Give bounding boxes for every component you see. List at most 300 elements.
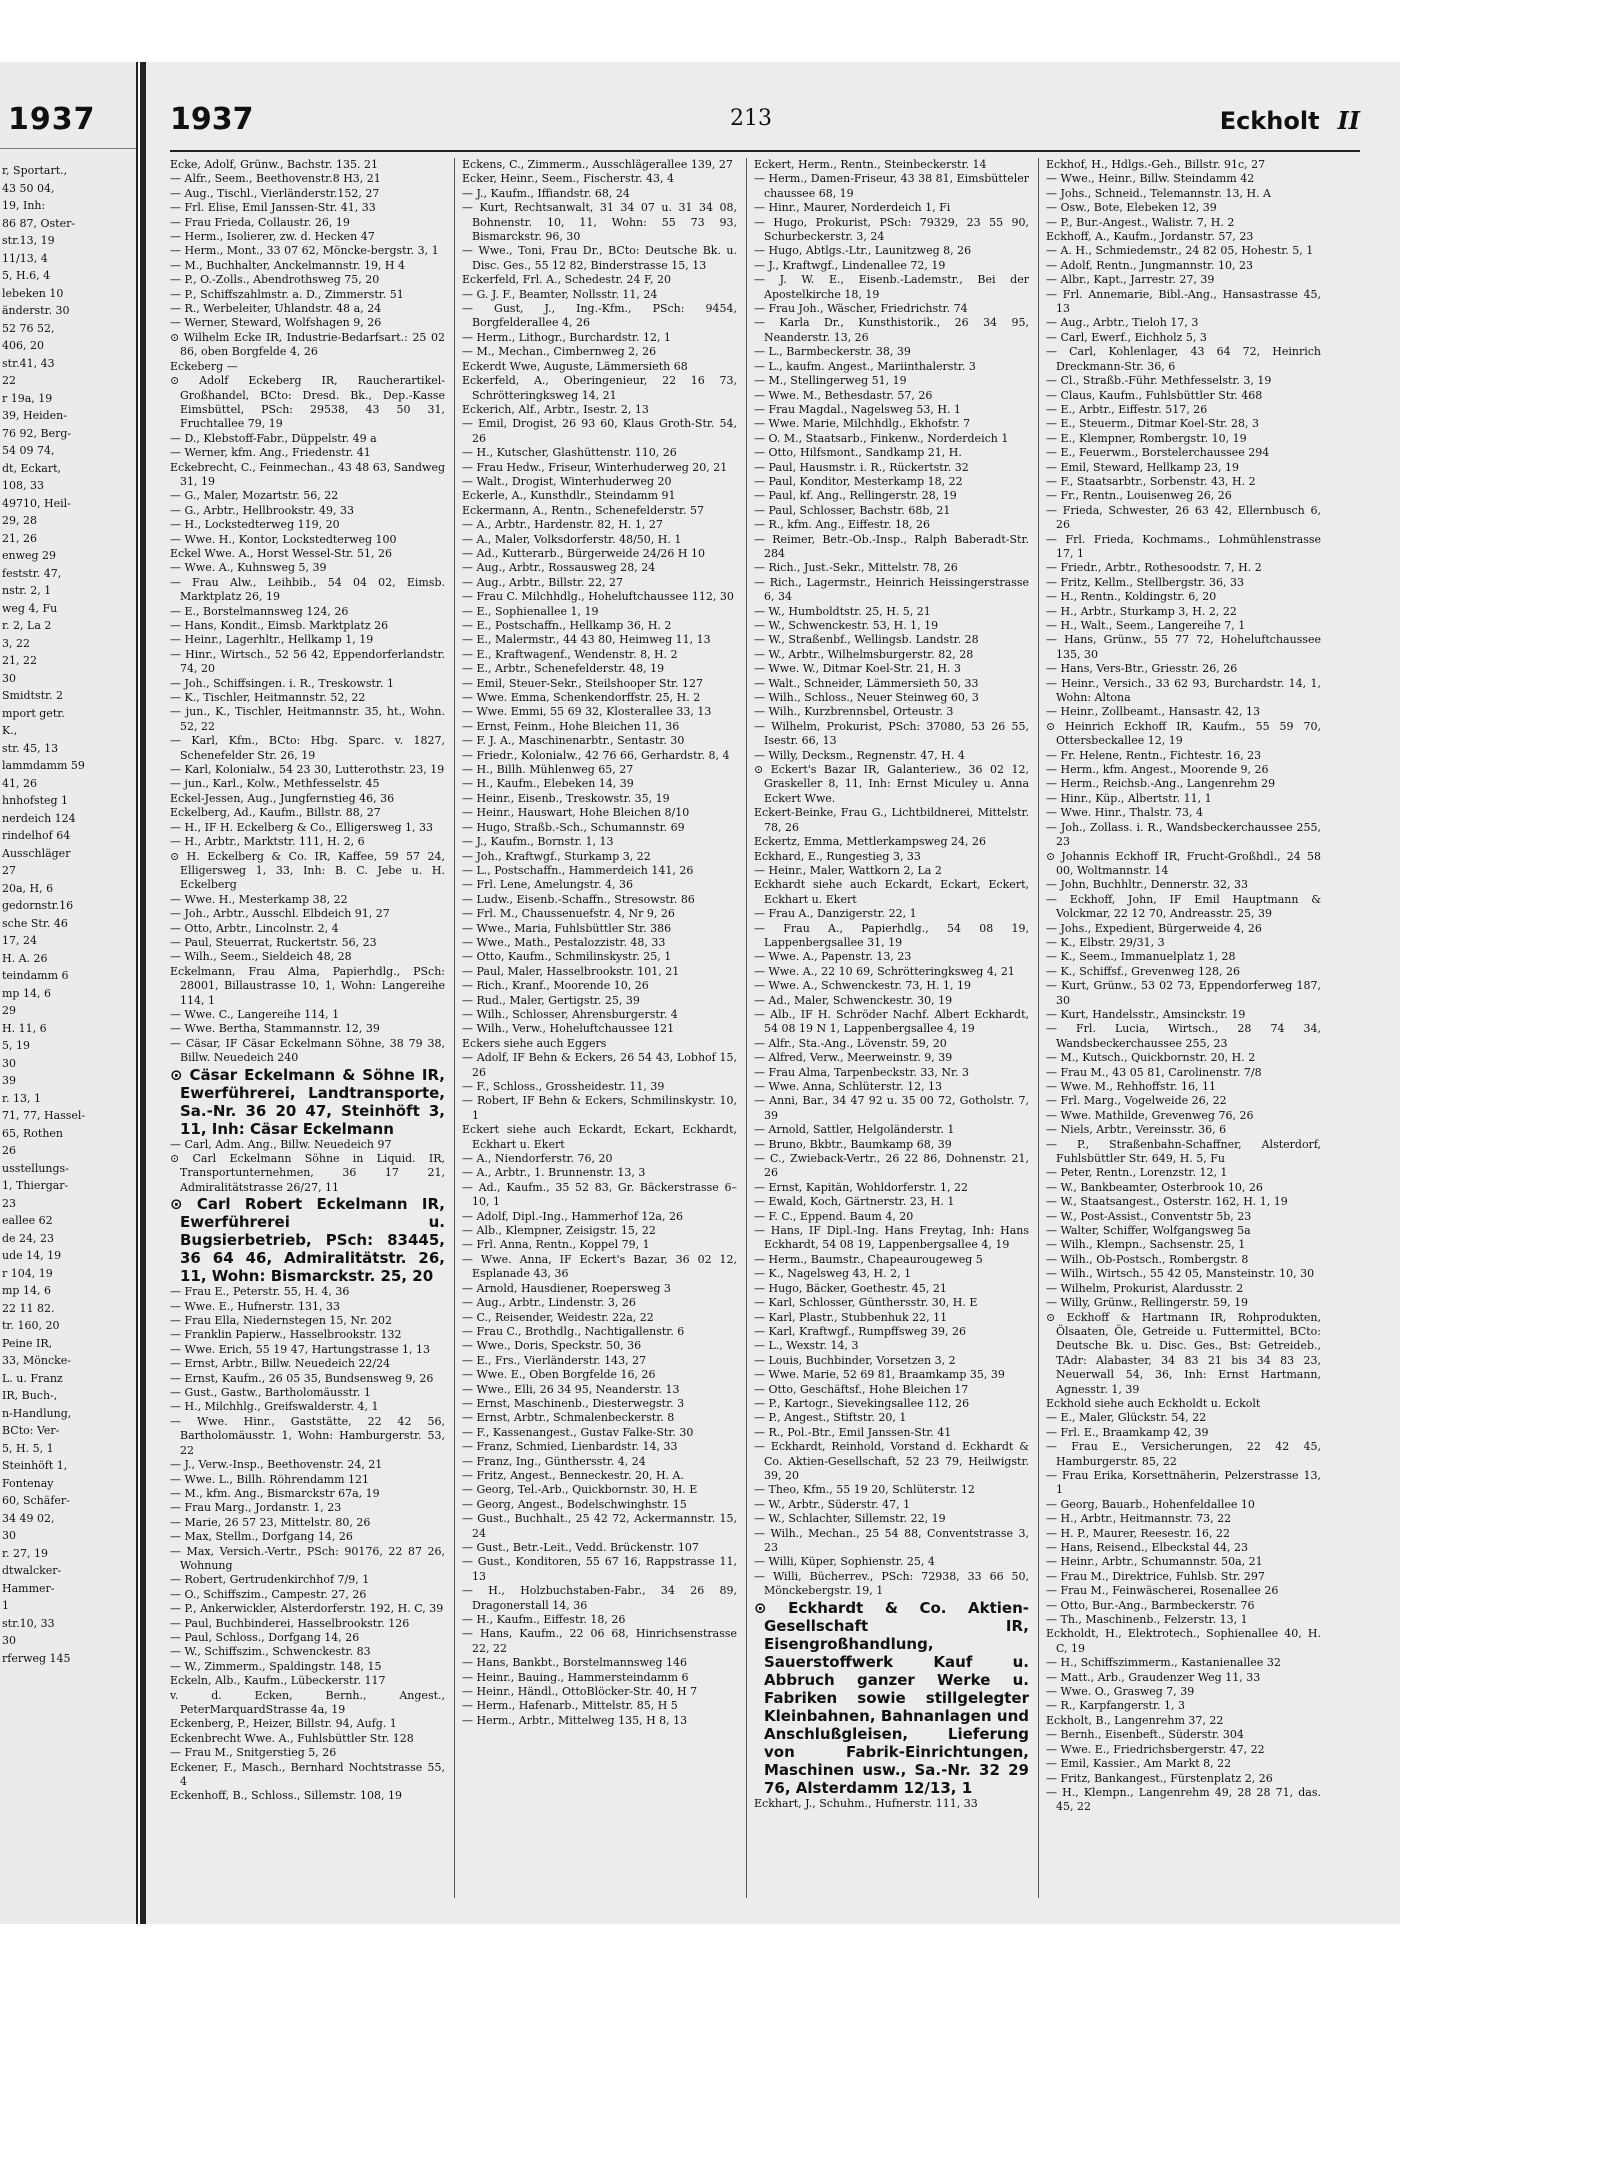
directory-entry: — Georg, Angest., Bodelschwinghstr. 15 <box>462 1497 687 1511</box>
directory-entry: — Arnold, Hausdiener, Roepersweg 3 <box>462 1281 671 1295</box>
previous-page-line: Smidtstr. 2 <box>2 689 64 702</box>
directory-entry: — Wwe., Doris, Speckstr. 50, 36 <box>462 1339 642 1353</box>
directory-entry: — Hugo, Straßb.-Sch., Schumannstr. 69 <box>462 820 685 834</box>
directory-entry: — Frl. E., Braamkamp 42, 39 <box>1046 1425 1209 1439</box>
directory-entry: — Ernst, Arbtr., Billw. Neuedeich 22/24 <box>170 1357 391 1371</box>
directory-entry: — Willy, Decksm., Regnenstr. 47, H. 4 <box>754 748 965 762</box>
directory-entry: — Paul, Steuerrat, Ruckertstr. 56, 23 <box>170 935 377 949</box>
directory-entry: — M., Buchhalter, Anckelmannstr. 19, H 4 <box>170 258 406 272</box>
directory-entry: — Ad., Kutterarb., Bürgerweide 24/26 H 10 <box>462 546 705 560</box>
directory-entry: — Wwe. Hinr., Thalstr. 73, 4 <box>1046 806 1204 820</box>
previous-page-line: 22 <box>2 374 16 387</box>
directory-entry: ⊙ Heinrich Eckhoff IR, Kaufm., 55 59 70, Ottersbeckallee 12, 19 <box>1046 719 1321 748</box>
directory-entry: — F. J. A., Maschinenarbtr., Sentastr. 30 <box>462 734 685 748</box>
directory-entry: — Robert, IF Behn & Eckers, Schmilinskystr. 10, 1 <box>462 1094 737 1122</box>
previous-page-line: 29, 28 <box>2 514 37 527</box>
directory-entry: — Wwe. Emmi, 55 69 32, Klosterallee 33, 13 <box>462 705 712 719</box>
directory-entry: — Joh., Schiffsingen. i. R., Treskowstr. 1 <box>170 676 394 690</box>
directory-entry: — Rich., Just.-Sekr., Mittelstr. 78, 26 <box>754 561 958 575</box>
directory-entry: Eckhard, E., Rungestieg 3, 33 <box>754 849 921 863</box>
directory-entry: — Alb., IF H. Schröder Nachf. Albert Eckhardt, 54 08 19 N 1, Lappenbergsallee 4, 19 <box>754 1007 1029 1036</box>
directory-entry: — W., Schiffszim., Schwenckestr. 83 <box>170 1645 371 1659</box>
previous-page-line: 30 <box>2 671 16 685</box>
directory-entry: — Heinr., Hauswart, Hohe Bleichen 8/10 <box>462 806 690 820</box>
directory-entry: — Theo, Kfm., 55 19 20, Schlüterstr. 12 <box>754 1483 975 1497</box>
directory-entry: — Hans, Reisend., Elbeckstal 44, 23 <box>1046 1541 1249 1554</box>
directory-entry: — Herm., Arbtr., Mittelweg 135, H 8, 13 <box>462 1713 688 1727</box>
previous-page-line: lammdamm 59 <box>2 759 85 772</box>
directory-entry: — Wwe., Toni, Frau Dr., BCto: Deutsche Bk. u. Disc. Ges., 55 12 82, Binderstrasse 15, 13 <box>462 244 737 272</box>
previous-page-line: 21, 26 <box>2 531 37 545</box>
directory-entry: — Herm., Damen-Friseur, 43 38 81, Eimsbütteler chaussee 68, 19 <box>754 172 1029 200</box>
previous-page-line: H. 11, 6 <box>2 1021 47 1035</box>
previous-page-line: 1 <box>2 1599 9 1612</box>
directory-entry: — Frl. Lene, Amelungstr. 4, 36 <box>462 878 634 892</box>
running-head <box>1220 106 1360 135</box>
directory-entry: ⊙ H. Eckelberg & Co. IR, Kaffee, 59 57 24, Elligersweg 1, 33, Inh: B. C. Jebe u. H. Eckelberg <box>170 849 445 892</box>
directory-entry: Eckel Wwe. A., Horst Wessel-Str. 51, 26 <box>170 546 393 560</box>
directory-entry: — Karl, Kfm., BCto: Hbg. Sparc. v. 1827, Schenefelder Str. 26, 19 <box>170 734 445 762</box>
directory-entry: — F., Kassenangest., Gustav Falke-Str. 30 <box>462 1425 694 1439</box>
directory-entry: — Gust, J., Ing.-Kfm., PSch: 9454, Borgfelderallee 4, 26 <box>462 302 737 330</box>
directory-entry: — Alb., Klempner, Zeisigstr. 15, 22 <box>462 1224 656 1238</box>
directory-entry: — H., Walt., Seem., Langereihe 7, 1 <box>1046 619 1246 632</box>
previous-page-line: enweg 29 <box>2 549 57 562</box>
directory-entry: — Otto, Kaufm., Schmilinskystr. 25, 1 <box>462 950 672 964</box>
directory-entry: — Wwe. E., Friedrichsbergerstr. 47, 22 <box>1046 1742 1265 1756</box>
previous-page-lines <box>0 162 136 1667</box>
directory-entry: Eckeberg — <box>170 359 238 373</box>
directory-entry: — Wwe. Hinr., Gaststätte, 22 42 56, Bartholomäusstr. 1, Wohn: Hamburgerstr. 53, 22 <box>170 1414 445 1457</box>
previous-page-line: 108, 33 <box>2 479 44 492</box>
directory-entry: — Bernh., Eisenbeft., Süderstr. 304 <box>1046 1728 1244 1742</box>
directory-entry: — Kurt, Grünw., 53 02 73, Eppendorferweg 187, 30 <box>1046 979 1321 1007</box>
column-1-entries <box>170 158 445 1804</box>
directory-entry: — J. W. E., Eisenb.-Lademstr., Bei der Apostelkirche 18, 19 <box>754 273 1029 301</box>
directory-entry: — Wwe. C., Langereihe 114, 1 <box>170 1007 340 1021</box>
directory-entry: — A., Arbtr., Hardenstr. 82, H. 1, 27 <box>462 518 663 532</box>
directory-entry: — Walter, Schiffer, Wolfgangsweg 5a <box>1046 1224 1251 1238</box>
directory-entry: — Alfr., Sta.-Ang., Lövenstr. 59, 20 <box>754 1036 947 1050</box>
directory-entry: — Herm., Reichsb.-Ang., Langenrehm 29 <box>1046 777 1276 791</box>
directory-entry: — Paul, Maler, Hasselbrookstr. 101, 21 <box>462 964 680 978</box>
directory-entry: Eckert, Herm., Rentn., Steinbeckerstr. 14 <box>754 158 987 171</box>
directory-entry: — P., Schiffszahlmstr. a. D., Zimmerstr. 51 <box>170 287 404 301</box>
directory-entry: — Cl., Straßb.-Führ. Methfesselstr. 3, 19 <box>1046 374 1272 388</box>
directory-entry: — E., Postschaffn., Hellkamp 36, H. 2 <box>462 619 672 632</box>
directory-entry: — Heinr., Maler, Wattkorn 2, La 2 <box>754 863 942 877</box>
directory-entry: — Frau Marg., Jordanstr. 1, 23 <box>170 1501 342 1515</box>
directory-entry: — E., Arbtr., Schenefelderstr. 48, 19 <box>462 662 665 676</box>
directory-entry: — Eckhoff, John, IF Emil Hauptmann & Volckmar, 22 12 70, Andreasstr. 25, 39 <box>1046 892 1321 921</box>
directory-entry: — Paul, Hausmstr. i. R., Rückertstr. 32 <box>754 460 969 474</box>
directory-entry: — Ernst, Feinm., Hohe Bleichen 11, 36 <box>462 719 680 733</box>
directory-entry: — Kurt, Handelsstr., Amsinckstr. 19 <box>1046 1007 1246 1021</box>
directory-entry: — Frau M., Direktrice, Fuhlsb. Str. 297 <box>1046 1569 1265 1583</box>
directory-entry: — H., Arbtr., Heitmannstr. 73, 22 <box>1046 1512 1232 1526</box>
directory-entry: — Herm., kfm. Angest., Moorende 9, 26 <box>1046 763 1269 777</box>
directory-entry: — Frl. Frieda, Kochmams., Lohmühlenstrasse 17, 1 <box>1046 532 1321 560</box>
previous-page-line: r. 13, 1 <box>2 1091 42 1105</box>
directory-entry: — H., Billh. Mühlenweg 65, 27 <box>462 763 634 777</box>
directory-entry: — Hans, Bankbt., Borstelmannsweg 146 <box>462 1656 688 1670</box>
directory-entry: — Hans, Kaufm., 22 06 68, Hinrichsenstrasse 22, 22 <box>462 1627 737 1655</box>
directory-entry: — Max, Versich.-Vertr., PSch: 90176, 22 87 26, Wohnung <box>170 1544 445 1572</box>
directory-entry: — R., Karpfangerstr. 1, 3 <box>1046 1699 1185 1713</box>
previous-page-line: 86 87, Oster- <box>2 216 76 230</box>
directory-entry: — O., Schiffszim., Campestr. 27, 26 <box>170 1587 367 1601</box>
directory-entry: — E., Klempner, Rombergstr. 10, 19 <box>1046 431 1247 445</box>
directory-entry: — J., Kaufm., Bornstr. 1, 13 <box>462 835 614 849</box>
directory-entry: — J., Kraftwgf., Lindenallee 72, 19 <box>754 258 946 272</box>
previous-page-line: dtwalcker- <box>2 1564 62 1577</box>
previous-page-line: ude 14, 19 <box>2 1249 62 1262</box>
directory-entry: — Carl, Ewerf., Eichholz 5, 3 <box>1046 330 1207 344</box>
directory-entry: — P., Bur.-Angest., Walistr. 7, H. 2 <box>1046 215 1235 229</box>
previous-page-line: 1, Thiergar- <box>2 1179 69 1192</box>
header-rule <box>170 150 1360 152</box>
directory-entry: — W., Post-Assist., Conventstr 5b, 23 <box>1046 1209 1252 1223</box>
directory-entry: — Wwe. H., Kontor, Lockstedterweg 100 <box>170 532 397 546</box>
directory-entry: — Herm., Mont., 33 07 62, Möncke-bergstr. 3, 1 <box>170 244 439 258</box>
directory-entry: — Franz, Ing., Günthersstr. 4, 24 <box>462 1454 646 1468</box>
directory-entry: — Ewald, Koch, Gärtnerstr. 23, H. 1 <box>754 1195 955 1209</box>
directory-entry: — Wwe. Mathilde, Grevenweg 76, 26 <box>1046 1108 1254 1122</box>
directory-entry: — Carl, Kohlenlager, 43 64 72, Heinrich Dreckmann-Str. 36, 6 <box>1046 345 1321 373</box>
directory-entry: — Herm., Hafenarb., Mittelstr. 85, H 5 <box>462 1699 678 1713</box>
directory-entry: — Albr., Kapt., Jarrestr. 27, 39 <box>1046 273 1215 287</box>
page-header <box>170 102 1360 142</box>
directory-entry: — Frl. Annemarie, Bibl.-Ang., Hansastrasse 45, 13 <box>1046 287 1321 316</box>
directory-entry: — Franz, Schmied, Lienbardstr. 14, 33 <box>462 1440 678 1454</box>
directory-entry: — H., Kaufm., Elebeken 14, 39 <box>462 777 634 791</box>
directory-entry: — Heinr., Arbtr., Schumannstr. 50a, 21 <box>1046 1555 1263 1569</box>
directory-entry: — Fr. Helene, Rentn., Fichtestr. 16, 23 <box>1046 748 1262 762</box>
directory-entry: — Joh., Zollass. i. R., Wandsbeckerchaussee 255, 23 <box>1046 820 1321 849</box>
directory-entry: — Frau Erika, Korsettnäherin, Pelzerstrasse 13, 1 <box>1046 1468 1321 1497</box>
previous-page-line: Ausschläger <box>2 846 71 860</box>
page-number: 213 <box>730 106 772 131</box>
directory-entry: — G., Arbtr., Hellbrookstr. 49, 33 <box>170 503 355 517</box>
previous-page-line: 41, 26 <box>2 776 37 790</box>
previous-page-line: 5, H.6, 4 <box>2 269 51 282</box>
directory-entry: — Anni, Bar., 34 47 92 u. 35 00 72, Gotholstr. 7, 39 <box>754 1094 1029 1122</box>
previous-page-line: r 19a, 19 <box>2 391 53 405</box>
previous-page-line: 49710, Heil- <box>2 496 71 510</box>
directory-entry: — Eckhardt, Reinhold, Vorstand d. Eckhardt & Co. Aktien-Gesellschaft, 52 23 79, Heilwigstr. 39, 20 <box>754 1440 1029 1482</box>
directory-entry: — Gust., Konditoren, 55 67 16, Rappstrasse 11, 13 <box>462 1555 737 1583</box>
directory-entry: — Fritz, Angest., Benneckestr. 20, H. A. <box>462 1468 684 1482</box>
directory-entry: Eckel-Jessen, Aug., Jungfernstieg 46, 36 <box>170 791 395 805</box>
previous-page-line: K., <box>2 724 18 737</box>
directory-entry: — M., Stellingerweg 51, 19 <box>754 374 907 388</box>
directory-entry: — R., kfm. Ang., Eiffestr. 18, 26 <box>754 518 930 532</box>
previous-page-line: Peine IR, <box>2 1336 53 1350</box>
directory-entry: — H., Schiffszimmerm., Kastanienallee 32 <box>1046 1656 1281 1670</box>
directory-entry: — G., Maler, Mozartstr. 56, 22 <box>170 489 339 503</box>
directory-entry: — Wwe. A., 22 10 69, Schrötteringksweg 4, 21 <box>754 964 1015 978</box>
previous-page-line: 29 <box>2 1004 16 1017</box>
previous-page-line: IR, Buch-, <box>2 1389 58 1402</box>
directory-entry: — Wwe. E., Hufnerstr. 131, 33 <box>170 1299 340 1313</box>
previous-page-line: 22 11 82. <box>2 1301 55 1315</box>
directory-entry: — Cäsar, IF Cäsar Eckelmann Söhne, 38 79 38, Billw. Neuedeich 240 <box>170 1036 445 1065</box>
directory-entry: — C., Reisender, Weidestr. 22a, 22 <box>462 1310 654 1324</box>
directory-entry: — Ernst, Kaufm., 26 05 35, Bundsensweg 9, 26 <box>170 1371 434 1385</box>
directory-entry: ⊙ Eckhoff & Hartmann IR, Rohprodukten, Ölsaaten, Öle, Getreide u. Futtermittel, BCto: Deutsche Bk. u. Disc. Ges., Bst: Getreideb., TAdr: Alabaster, 34 83 21 bis 34 83 23, Neuerwall 54, 36, Inh: Ernst Hartmann, Agnesstr. 1, 39 <box>1046 1310 1321 1396</box>
directory-entry: — Aug., Arbtr., Billstr. 22, 27 <box>462 575 623 589</box>
previous-page-line: lebeken 10 <box>2 286 64 300</box>
directory-entry: Eckholt, B., Langenrehm 37, 22 <box>1046 1713 1224 1727</box>
directory-entry: Eckhoff, A., Kaufm., Jordanstr. 57, 23 <box>1046 230 1254 244</box>
directory-entry: — Robert, Gertrudenkirchhof 7/9, 1 <box>170 1573 370 1587</box>
directory-entry: — Fritz, Kellm., Stellbergstr. 36, 33 <box>1046 575 1244 589</box>
directory-entry: — Joh., Kraftwgf., Sturkamp 3, 22 <box>462 849 651 863</box>
directory-entry: ⊙ Carl Eckelmann Söhne in Liquid. IR, Transportunternehmen, 36 17 21, Admiralitätstrasse 26/27, 11 <box>170 1152 445 1194</box>
previous-page-line: 17, 24 <box>2 934 37 947</box>
directory-entry: ⊙ Carl Robert Eckelmann IR, Ewerführerei u. Bugsierbetrieb, PSch: 83445, 36 64 46, Admiralitätstr. 26, 11, Wohn: Bismarckstr. 25, 20 <box>170 1195 445 1286</box>
directory-entry: — M., Kutsch., Quickbornstr. 20, H. 2 <box>1046 1051 1256 1065</box>
directory-entry: — Hans, Vers-Btr., Griesstr. 26, 26 <box>1046 662 1238 676</box>
column-3 <box>754 158 1029 1898</box>
directory-entry: — P., Straßenbahn-Schaffner, Alsterdorf, Fuhlsbüttler Str. 649, H. 5, Fu <box>1046 1137 1321 1166</box>
previous-page-line: r 104, 19 <box>2 1266 53 1280</box>
previous-page-line: 5, H. 5, 1 <box>2 1441 54 1455</box>
previous-page-line: r. 27, 19 <box>2 1546 49 1560</box>
previous-page-line: nstr. 2, 1 <box>2 584 52 597</box>
directory-entry: — Wilh., Klempn., Sachsenstr. 25, 1 <box>1046 1238 1246 1252</box>
previous-page-line: str.41, 43 <box>2 356 55 370</box>
directory-entry: — L., Wexstr. 14, 3 <box>754 1339 859 1353</box>
directory-entry: — Otto, Geschäftsf., Hohe Bleichen 17 <box>754 1382 969 1396</box>
directory-entry: — Emil, Steuer-Sekr., Steilshooper Str. 127 <box>462 676 704 690</box>
directory-entry: — W., Arbtr., Süderstr. 47, 1 <box>754 1497 911 1511</box>
directory-entry: — K., Schiffsf., Grevenweg 128, 26 <box>1046 964 1240 978</box>
previous-page-line: 30 <box>2 1529 16 1542</box>
directory-entry: — Frau C., Brothdlg., Nachtigallenstr. 6 <box>462 1324 685 1338</box>
directory-entry: Eckener, F., Masch., Bernhard Nochtstrasse 55, 4 <box>170 1760 445 1789</box>
directory-entry: — Herm., Isolierer, zw. d. Hecken 47 <box>170 230 375 244</box>
column-4 <box>1046 158 1321 1898</box>
volume-numeral: II <box>1337 106 1360 135</box>
directory-entry: — Wilh., Wirtsch., 55 42 05, Mansteinstr. 10, 30 <box>1046 1267 1315 1281</box>
directory-entry: — Paul, Schloss., Dorfgang 14, 26 <box>170 1630 360 1644</box>
directory-entry: — Wilh., Ob-Postsch., Rombergstr. 8 <box>1046 1252 1249 1266</box>
directory-entry: — Alfr., Seem., Beethovenstr.8 H3, 21 <box>170 172 381 186</box>
directory-entry: — E., Arbtr., Eiffestr. 517, 26 <box>1046 402 1208 416</box>
directory-entry: — Otto, Bur.-Ang., Barmbeckerstr. 76 <box>1046 1598 1255 1612</box>
directory-entry: — H., Arbtr., Marktstr. 111, H. 2, 6 <box>170 835 365 849</box>
directory-entry: — H., Lockstedterweg 119, 20 <box>170 518 340 532</box>
directory-entry: — Fr., Rentn., Louisenweg 26, 26 <box>1046 489 1232 503</box>
directory-entry: Eckholdt, H., Elektrotech., Sophienallee 40, H. C, 19 <box>1046 1627 1321 1655</box>
directory-entry: — Frl. Marg., Vogelweide 26, 22 <box>1046 1094 1227 1108</box>
directory-entry: — W., Arbtr., Wilhelmsburgerstr. 82, 28 <box>754 647 974 661</box>
directory-entry: — W., Schwenckestr. 53, H. 1, 19 <box>754 619 939 632</box>
directory-entry: — Frau A., Danzigerstr. 22, 1 <box>754 907 917 921</box>
directory-entry: Eckerle, A., Kunsthdlr., Steindamm 91 <box>462 489 676 503</box>
directory-entry: — Werner, kfm. Ang., Friedenstr. 41 <box>170 446 371 460</box>
directory-entry: — Paul, Buchbinderei, Hasselbrookstr. 126 <box>170 1616 410 1630</box>
directory-entry: — P., O.-Zolls., Abendrothsweg 75, 20 <box>170 273 380 287</box>
previous-page-line: 3, 22 <box>2 636 30 650</box>
directory-entry: — Osw., Bote, Elebeken 12, 39 <box>1046 201 1217 215</box>
directory-entry: — Heinr., Versich., 33 62 93, Burchardstr. 14, 1, Wohn: Altona <box>1046 676 1321 705</box>
directory-entry: — Wwe. Anna, IF Eckert's Bazar, 36 02 12, Esplanade 43, 36 <box>462 1252 737 1281</box>
directory-entry: — E., Borstelmannsweg 124, 26 <box>170 604 349 618</box>
directory-entry: — Franklin Papierw., Hasselbrookstr. 132 <box>170 1328 402 1342</box>
previous-page-line: str.10, 33 <box>2 1616 55 1630</box>
column-divider-1 <box>454 158 455 1898</box>
column-divider-3 <box>1038 158 1039 1898</box>
directory-entry: — E., Kraftwagenf., Wendenstr. 8, H. 2 <box>462 647 678 661</box>
directory-entry: — Rich., Lagermstr., Heinrich Heissingerstrasse 6, 34 <box>754 575 1029 604</box>
directory-entry: — Frl. Lucia, Wirtsch., 28 74 34, Wandsbeckerchaussee 255, 23 <box>1046 1022 1321 1050</box>
directory-entry: — Frau Alw., Leihbib., 54 04 02, Eimsb. Marktplatz 26, 19 <box>170 575 445 604</box>
directory-entry: — Niels, Arbtr., Vereinsstr. 36, 6 <box>1046 1123 1227 1137</box>
directory-entry: — Peter, Rentn., Lorenzstr. 12, 1 <box>1046 1166 1228 1180</box>
directory-entry: — Hans, IF Dipl.-Ing. Hans Freytag, Inh: Hans Eckhardt, 54 08 19, Lappenbergsallee 4, 19 <box>754 1224 1029 1252</box>
directory-entry: — Wilh., Kurzbrennsbel, Orteustr. 3 <box>754 705 954 719</box>
previous-page-header-rule <box>0 148 136 149</box>
directory-entry: Eckhardt siehe auch Eckardt, Eckart, Eckert, Eckhart u. Ekert <box>754 878 1029 906</box>
directory-entry: — K., Tischler, Heitmannstr. 52, 22 <box>170 691 366 705</box>
directory-entry: — Karla Dr., Kunsthistorik., 26 34 95, Neanderstr. 13, 26 <box>754 316 1029 344</box>
previous-page-line: 23 <box>2 1196 16 1210</box>
directory-entry: — Herm., Lithogr., Burchardstr. 12, 1 <box>462 330 671 344</box>
directory-entry: Eckelberg, Ad., Kaufm., Billstr. 88, 27 <box>170 806 381 820</box>
directory-entry: — Claus, Kaufm., Fuhlsbüttler Str. 468 <box>1046 388 1263 402</box>
directory-entry: — Willi, Küper, Sophienstr. 25, 4 <box>754 1555 935 1569</box>
directory-entry: — Kurt, Rechtsanwalt, 31 34 07 u. 31 34 08, Bohnenstr. 10, 11, Wohn: 55 73 93, Bismarckstr. 96, 30 <box>462 201 737 244</box>
directory-entry: — Bruno, Bkbtr., Baumkamp 68, 39 <box>754 1137 952 1151</box>
directory-entry: — Frau Ella, Niedernstegen 15, Nr. 202 <box>170 1314 393 1328</box>
directory-entry: — Hinr., Wirtsch., 52 56 42, Eppendorferlandstr. 74, 20 <box>170 647 445 676</box>
directory-entry: — Wwe., Maria, Fuhlsbüttler Str. 386 <box>462 921 672 935</box>
previous-page-line: weg 4, Fu <box>2 601 58 615</box>
directory-entry: — Ernst, Arbtr., Schmalenbeckerstr. 8 <box>462 1411 675 1425</box>
previous-page-line: H. A. 26 <box>2 951 48 965</box>
directory-entry: — jun., K., Tischler, Heitmannstr. 35, ht., Wohn. 52, 22 <box>170 705 445 733</box>
directory-entry: Eckebrecht, C., Feinmechan., 43 48 63, Sandweg 31, 19 <box>170 460 445 488</box>
previous-page-line: n-Handlung, <box>2 1406 72 1420</box>
column-2 <box>462 158 737 1898</box>
directory-entry: — Emil, Drogist, 26 93 60, Klaus Groth-Str. 54, 26 <box>462 417 737 445</box>
directory-entry: — Paul, Konditor, Mesterkamp 18, 22 <box>754 474 963 488</box>
directory-entry: — P., Angest., Stiftstr. 20, 1 <box>754 1411 907 1425</box>
directory-entry: — Wilhelm, Prokurist, PSch: 37080, 53 26 55, Isestr. 66, 13 <box>754 719 1029 748</box>
directory-entry: — H., Milchhlg., Greifswalderstr. 4, 1 <box>170 1400 379 1414</box>
previous-page-line: 11/13, 4 <box>2 251 48 265</box>
directory-entry: — Rud., Maler, Gertigstr. 25, 39 <box>462 993 640 1007</box>
previous-page-line: 30 <box>2 1056 16 1070</box>
previous-page-line: str. 45, 13 <box>2 741 59 755</box>
directory-entry: — A., Maler, Volksdorferstr. 48/50, H. 1 <box>462 532 682 546</box>
directory-entry: — Georg, Bauarb., Hohenfeldallee 10 <box>1046 1497 1255 1511</box>
directory-entry: — Hans, Kondit., Eimsb. Marktplatz 26 <box>170 619 389 632</box>
directory-entry: — Heinr., Bauing., Hammersteindamm 6 <box>462 1670 689 1684</box>
directory-entry: — Werner, Steward, Wolfshagen 9, 26 <box>170 316 382 330</box>
directory-entry: — K., Seem., Immanuelplatz 1, 28 <box>1046 950 1236 964</box>
directory-entry: ⊙ Cäsar Eckelmann & Söhne IR, Ewerführerei, Landtransporte, Sa.-Nr. 36 20 47, Steinhöft 3, 11, Inh: Cäsar Eckelmann <box>170 1065 445 1138</box>
directory-entry: — Ad., Maler, Schwenckestr. 30, 19 <box>754 993 953 1007</box>
page-gutter <box>140 62 146 1924</box>
directory-entry: — Frieda, Schwester, 26 63 42, Ellernbusch 6, 26 <box>1046 503 1321 532</box>
directory-entry: ⊙ Wilhelm Ecke IR, Industrie-Bedarfsart.: 25 02 86, oben Borgfelde 4, 26 <box>170 330 445 359</box>
directory-entry: — M., Mechan., Cimbernweg 2, 26 <box>462 345 657 359</box>
directory-entry: — W., Zimmerm., Spaldingstr. 148, 15 <box>170 1659 382 1673</box>
directory-entry: — E., Steuerm., Ditmar Koel-Str. 28, 3 <box>1046 417 1260 431</box>
directory-entry: — Gust., Betr.-Leit., Vedd. Brückenstr. 107 <box>462 1541 699 1554</box>
directory-entry: — R., Pol.-Btr., Emil Janssen-Str. 41 <box>754 1425 952 1439</box>
directory-entry: — Wilhelm, Prokurist, Alardusstr. 2 <box>1046 1281 1244 1295</box>
directory-entry: — F. C., Eppend. Baum 4, 20 <box>754 1209 914 1223</box>
directory-entry: — Fritz, Bankangest., Fürstenplatz 2, 26 <box>1046 1771 1273 1785</box>
previous-page-line: str.13, 19 <box>2 234 55 247</box>
directory-entry: — Reimer, Betr.-Ob.-Insp., Ralph Baberadt-Str. 284 <box>754 532 1029 560</box>
directory-entry: — Wwe. A., Kuhnsweg 5, 39 <box>170 561 327 575</box>
previous-page-line: 20a, H, 6 <box>2 881 54 895</box>
previous-page-line: 65, Rothen <box>2 1126 63 1140</box>
directory-entry: — Frau M., Feinwäscherei, Rosenallee 26 <box>1046 1584 1279 1598</box>
directory-entry: — Heinr., Lagerhltr., Hellkamp 1, 19 <box>170 633 374 647</box>
directory-entry: — Heinr., Händl., OttoBlöcker-Str. 40, H 7 <box>462 1685 698 1699</box>
directory-entry: — P., Kartogr., Sievekingsallee 112, 26 <box>754 1396 970 1410</box>
directory-entry: — Frau A., Papierhdlg., 54 08 19, Lappenbergsallee 31, 19 <box>754 921 1029 949</box>
directory-entry: — E., Sophienallee 1, 19 <box>462 604 599 618</box>
directory-entry: — W., Straßenbf., Wellingsb. Landstr. 28 <box>754 633 979 647</box>
directory-entry: — Frau Hedw., Friseur, Winterhuderweg 20, 21 <box>462 460 728 474</box>
previous-page-line: de 24, 23 <box>2 1231 55 1245</box>
previous-page-line: r. 2, La 2 <box>2 619 52 632</box>
directory-entry: — Frau M., 43 05 81, Carolinenstr. 7/8 <box>1046 1065 1262 1079</box>
previous-page-line: r, Sportart., <box>2 164 68 177</box>
previous-page-line: mport getr. <box>2 706 65 720</box>
previous-page-line: teindamm 6 <box>2 969 69 982</box>
directory-entry: — Aug., Arbtr., Tieloh 17, 3 <box>1046 316 1199 330</box>
directory-entry: Eckertz, Emma, Mettlerkampsweg 24, 26 <box>754 835 986 849</box>
directory-entry: — Hugo, Abtlgs.-Ltr., Launitzweg 8, 26 <box>754 244 972 258</box>
directory-entry: — R., Werbeleiter, Uhlandstr. 48 a, 24 <box>170 302 382 316</box>
directory-entry: — Willy, Grünw., Rellingerstr. 59, 19 <box>1046 1296 1249 1310</box>
directory-entry: — Ernst, Kapitän, Wohldorferstr. 1, 22 <box>754 1180 968 1194</box>
previous-page-line: Fontenay <box>2 1476 54 1490</box>
directory-page <box>140 62 1400 1924</box>
directory-entry: — Aug., Arbtr., Rossausweg 28, 24 <box>462 561 656 575</box>
directory-entry: — Heinr., Zollbeamt., Hansastr. 42, 13 <box>1046 705 1261 719</box>
directory-entry: — Herm., Baumstr., Chapeaurougeweg 5 <box>754 1252 983 1266</box>
directory-entry: — Wwe., Math., Pestalozzistr. 48, 33 <box>462 935 666 949</box>
previous-page-line: 52 76 52, <box>2 321 55 335</box>
directory-entry: — M., kfm. Ang., Bismarckstr 67a, 19 <box>170 1486 380 1500</box>
previous-page-line: 39, Heiden- <box>2 409 67 422</box>
directory-entry: — Gust., Buchhalt., 25 42 72, Ackermannstr. 15, 24 <box>462 1512 737 1540</box>
previous-page-line: gedornstr.16 <box>2 899 74 912</box>
directory-entry: — jun., Karl., Kolw., Methfesselstr. 45 <box>170 777 380 791</box>
directory-entry: — Frau Alma, Tarpenbeckstr. 33, Nr. 3 <box>754 1065 970 1079</box>
previous-page-line: Hammer- <box>2 1581 55 1595</box>
directory-entry: — H., Klempn., Langenrehm 49, 28 28 71, das. 45, 22 <box>1046 1785 1321 1814</box>
directory-entry: — E., Frs., Vierländerstr. 143, 27 <box>462 1353 647 1367</box>
previous-page-line: 39 <box>2 1074 16 1087</box>
previous-page-line: dt, Eckart, <box>2 461 62 475</box>
previous-page-fragment <box>0 62 138 1924</box>
directory-entry: — Carl, Adm. Ang., Billw. Neuedeich 97 <box>170 1137 392 1151</box>
directory-entry: Eckenhoff, B., Schloss., Sillemstr. 108, 19 <box>170 1789 402 1803</box>
previous-page-line: 26 <box>2 1144 16 1157</box>
previous-page-line: Steinhöft 1, <box>2 1459 68 1472</box>
directory-entry: — Walt., Schneider, Lämmersieth 50, 33 <box>754 676 979 690</box>
